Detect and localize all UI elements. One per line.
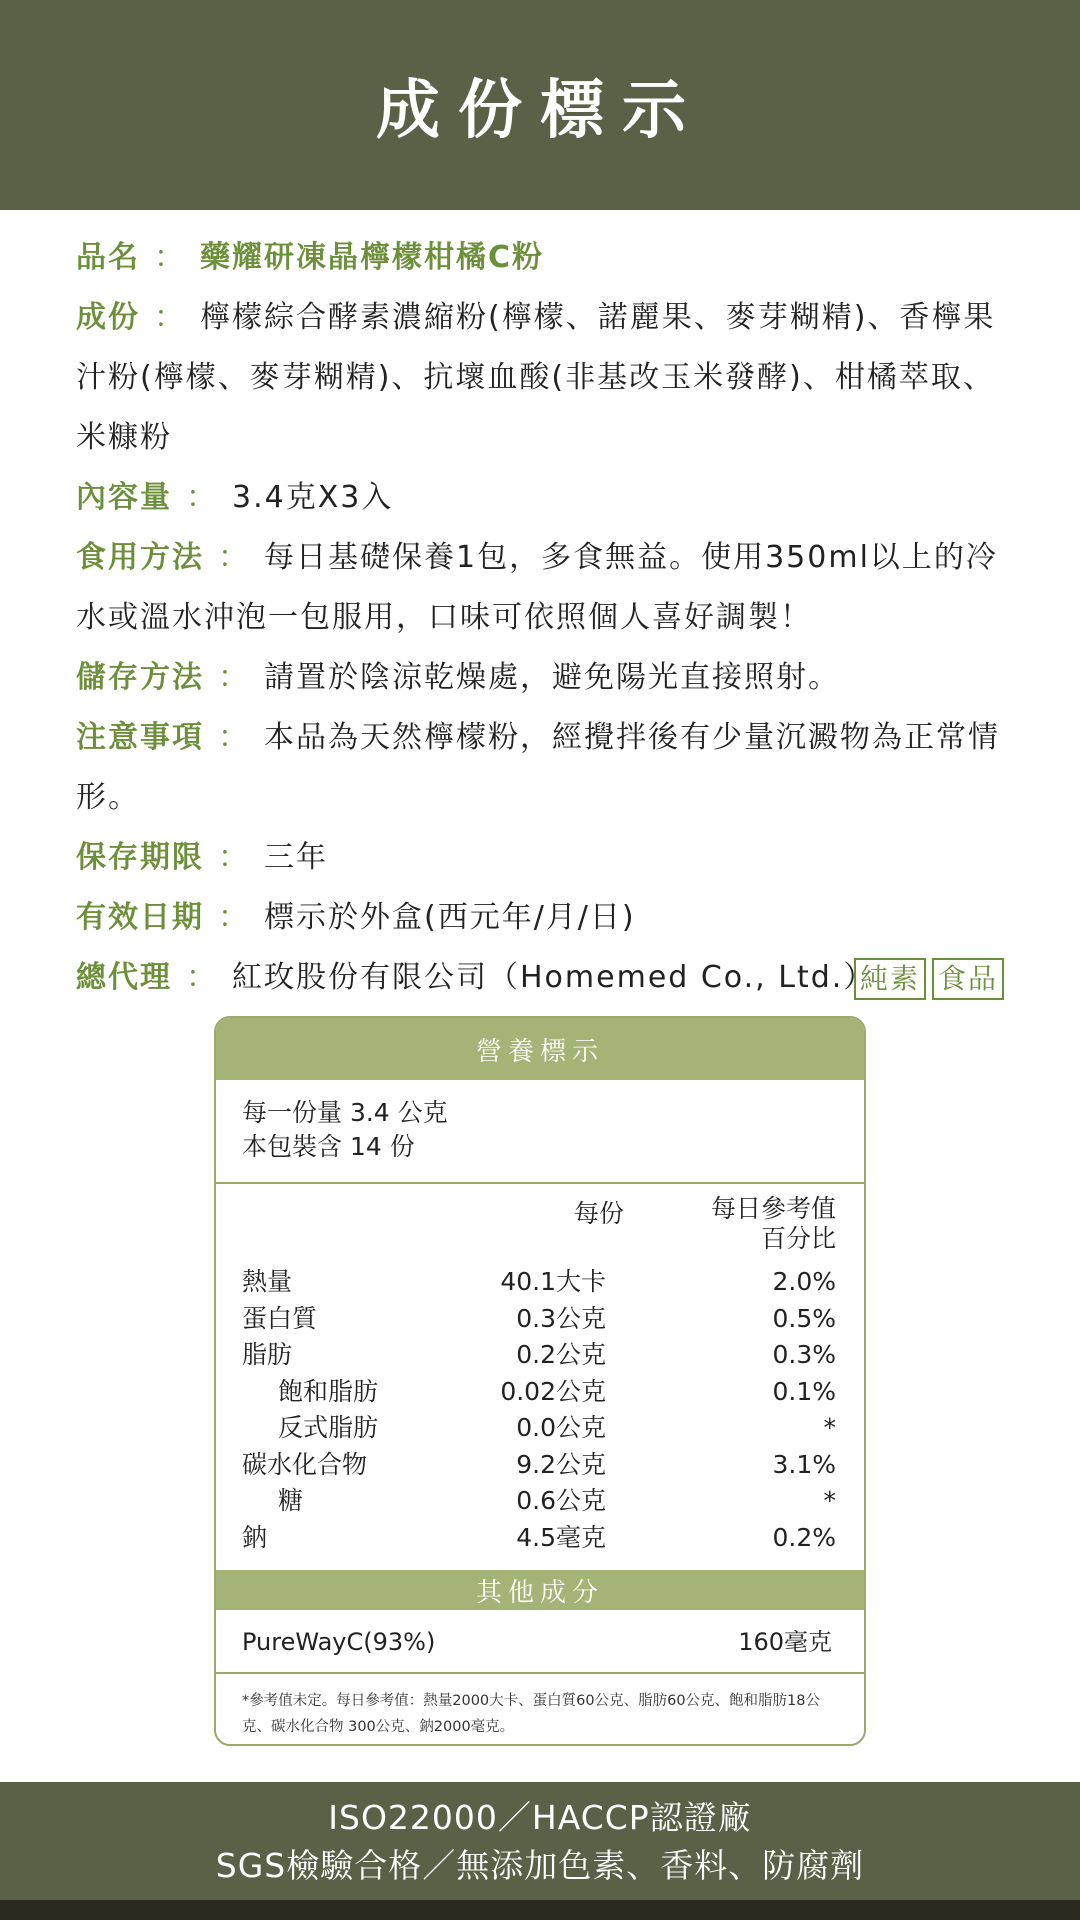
- table-row: [216, 1337, 864, 1374]
- separator: ：: [218, 660, 250, 695]
- separator: ：: [218, 840, 250, 875]
- info-row-notice: [76, 708, 1004, 828]
- serving-info: [216, 1080, 864, 1184]
- nutrient-name: 碳水化合物: [242, 1449, 368, 1479]
- nutrient-dv: 3.1%: [772, 1449, 836, 1479]
- tag-group: [848, 948, 1004, 1008]
- nutrient-dv: 2.0%: [772, 1267, 836, 1296]
- table-row: [216, 1301, 864, 1338]
- nutrient-dv: 0.1%: [772, 1376, 836, 1406]
- ingredients-label: 成份: [76, 300, 140, 335]
- nutrition-title: 營養標示: [216, 1018, 864, 1080]
- table-row: [216, 1447, 864, 1484]
- info-row-content: [76, 468, 1004, 528]
- separator: ：: [218, 540, 250, 575]
- name-label: 品名: [76, 240, 140, 275]
- col-per-serving: 每份: [574, 1199, 625, 1228]
- nutrient-per: 0.0公克: [516, 1413, 606, 1442]
- other-ingredient-row: [216, 1610, 864, 1674]
- storage-value: 請置於陰涼乾燥處，避免陽光直接照射。: [264, 660, 840, 695]
- info-row-usage: [76, 528, 1004, 648]
- other-ingredient-name: PureWayC(93%): [242, 1628, 436, 1656]
- separator: ：: [218, 720, 250, 755]
- nutrient-dv: *: [823, 1486, 836, 1515]
- table-row: [216, 1264, 864, 1301]
- shelf-value: 三年: [264, 840, 328, 875]
- nutrient-per: 0.3公克: [516, 1303, 606, 1333]
- col-daily-value: [711, 1194, 836, 1254]
- nutrient-name: 鈉: [242, 1522, 268, 1552]
- nutrient-dv: 0.2%: [772, 1522, 836, 1552]
- ingredients-value: 檸檬綜合酵素濃縮粉(檸檬、諾麗果、麥芽糊精)、香檸果汁粉(檸檬、麥芽糊精)、抗壞血酸(非基改玉米發酵)、柑橘萃取、米糠粉: [76, 300, 996, 455]
- certification-line: ISO22000／HACCP認證廠: [328, 1798, 752, 1837]
- info-row-ingredients: [76, 288, 1004, 468]
- servings-per-package: 本包裝含 14 份: [242, 1132, 415, 1161]
- col-dv-line2: 百分比: [760, 1224, 836, 1253]
- separator: ：: [186, 480, 218, 515]
- vegan-tag: 純素: [854, 958, 926, 1000]
- reference-note: *參考值未定。每日參考值：熱量2000大卡、蛋白質60公克、脂肪60公克、飽和脂肪18公克、碳水化合物 300公克、鈉2000毫克。: [242, 1693, 821, 1735]
- nutrient-dv: *: [823, 1413, 836, 1442]
- usage-value: 每日基礎保養1包，多食無益。使用350ml以上的冷水或溫水沖泡一包服用，口味可依照個人喜好調製！: [76, 540, 998, 635]
- page-title: 成份標示: [376, 74, 704, 148]
- info-row-expiry: [76, 888, 1004, 948]
- nutrition-column-headers: [216, 1184, 864, 1264]
- serving-size: 每一份量 3.4 公克: [242, 1098, 448, 1127]
- nutrient-per: 0.02公克: [500, 1376, 606, 1406]
- nutrient-per: 0.2公克: [516, 1340, 606, 1369]
- shelf-label: 保存期限: [76, 840, 204, 875]
- nutrient-per: 40.1大卡: [500, 1267, 606, 1296]
- info-row-shelf: [76, 828, 1004, 888]
- nutrient-per: 0.6公克: [516, 1486, 606, 1515]
- table-row: [216, 1374, 864, 1411]
- name-value: 藥耀研凍晶檸檬柑橘C粉: [200, 240, 545, 275]
- nutrient-per: 4.5毫克: [516, 1522, 606, 1552]
- agent-value: 紅玫股份有限公司（Homemed Co., Ltd.）: [232, 960, 876, 995]
- content-value: 3.4克X3入: [232, 480, 394, 515]
- col-dv-line1: 每日參考值: [710, 1194, 836, 1223]
- footer-banner: [0, 1782, 1080, 1900]
- info-row-storage: [76, 648, 1004, 708]
- expiry-label: 有效日期: [76, 900, 204, 935]
- expiry-value: 標示於外盒(西元年/月/日): [264, 900, 636, 935]
- nutrient-name: 糖: [278, 1486, 304, 1515]
- nutrient-name: 反式脂肪: [278, 1413, 379, 1442]
- separator: ：: [186, 960, 218, 995]
- separator: ：: [218, 900, 250, 935]
- separator: ：: [154, 240, 186, 275]
- content-label: 內容量: [76, 480, 172, 515]
- bottom-bar: [0, 1900, 1080, 1920]
- other-ingredient-value: 160毫克: [738, 1628, 832, 1656]
- nutrition-table: [214, 1016, 866, 1746]
- table-row: [216, 1483, 864, 1520]
- header-banner: [0, 0, 1080, 210]
- other-ingredients-title: 其他成分: [216, 1570, 864, 1610]
- notice-value: 本品為天然檸檬粉，經攪拌後有少量沉澱物為正常情形。: [76, 720, 1000, 815]
- info-row-name: [76, 228, 1004, 288]
- nutrient-name: 蛋白質: [242, 1303, 318, 1333]
- nutrient-per: 9.2公克: [516, 1449, 606, 1479]
- food-tag: 食品: [932, 958, 1004, 1000]
- usage-label: 食用方法: [76, 540, 204, 575]
- nutrient-name: 熱量: [242, 1267, 293, 1296]
- inspection-line: SGS檢驗合格／無添加色素、香料、防腐劑: [215, 1846, 865, 1885]
- info-row-agent: [76, 948, 1004, 1008]
- separator: ：: [154, 300, 186, 335]
- nutrition-rows: [216, 1264, 864, 1556]
- notice-label: 注意事項: [76, 720, 204, 755]
- storage-label: 儲存方法: [76, 660, 204, 695]
- nutrient-name: 脂肪: [242, 1340, 293, 1369]
- nutrient-dv: 0.3%: [772, 1340, 836, 1369]
- nutrient-name: 飽和脂肪: [278, 1376, 379, 1406]
- agent-label: 總代理: [76, 960, 172, 995]
- product-info: [76, 228, 1004, 1008]
- table-row: [216, 1520, 864, 1557]
- table-row: [216, 1410, 864, 1447]
- nutrient-dv: 0.5%: [772, 1303, 836, 1333]
